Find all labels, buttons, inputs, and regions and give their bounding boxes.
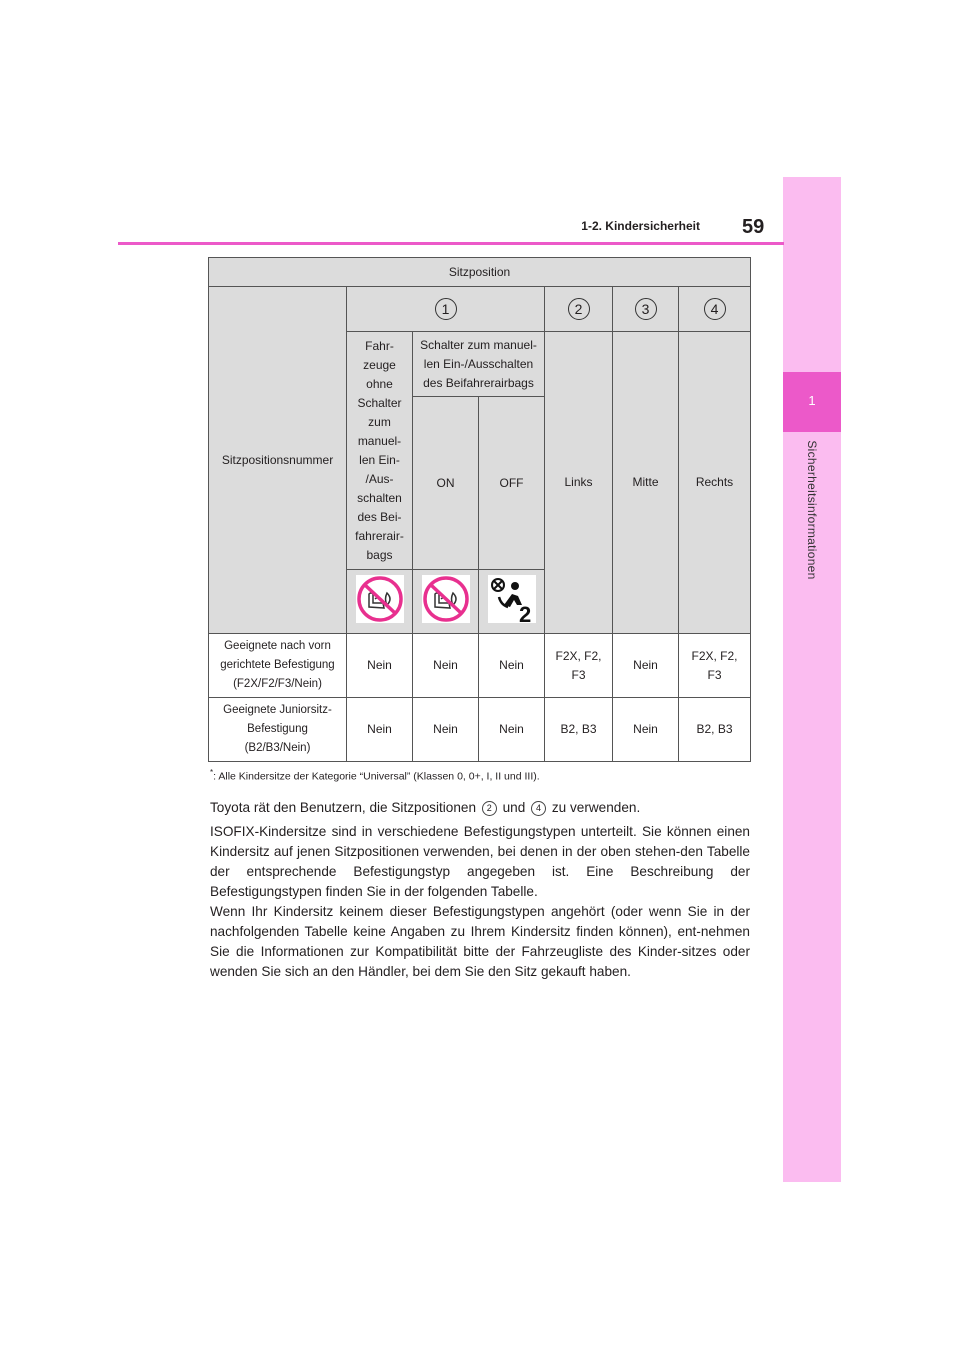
para1-middle: und: [502, 800, 526, 815]
position-1-cell: [347, 287, 545, 332]
seat-number-label: Sitzpositionsnummer: [209, 287, 347, 634]
on-header: ON: [413, 397, 479, 570]
page-number: 59: [742, 216, 765, 238]
off-header: OFF: [479, 397, 545, 570]
cell: Nein: [413, 634, 479, 698]
child-seat-compat-table: [208, 257, 751, 762]
icon-cell-2: [413, 570, 479, 634]
cell: Nein: [613, 698, 679, 762]
cell: Nein: [479, 698, 545, 762]
cell: Nein: [413, 698, 479, 762]
rechts-header: Rechts: [679, 332, 751, 634]
side-strip: [783, 177, 841, 1182]
position-2-cell: [545, 287, 613, 332]
position-4-cell: [679, 287, 751, 332]
cell: Nein: [347, 698, 413, 762]
para1-before: Toyota rät den Benutzern, die Sitzpositionen: [210, 800, 477, 815]
cell: F2X, F2, F3: [545, 634, 613, 698]
section-title: 1-2. Kindersicherheit: [581, 219, 700, 233]
position-3-cell: [613, 287, 679, 332]
icon-cell-3: [479, 570, 545, 634]
cell: F2X, F2, F3: [679, 634, 751, 698]
para1-after: zu verwenden.: [551, 800, 641, 815]
icon-cell-1: [347, 570, 413, 634]
position-number-3: 3: [635, 298, 657, 320]
footnote-text: : Alle Kindersitze der Kategorie “Universal” (Klassen 0, 0+, I, II und III).: [213, 770, 540, 783]
cell: Nein: [613, 634, 679, 698]
position-4-inline: 4: [531, 801, 546, 816]
chapter-number: 1: [808, 393, 816, 408]
no-switch-header: Fahr- zeuge ohne Schalter zum manuel- len Ein- /Aus- schalten des Bei- fahrerair- bags: [347, 332, 413, 570]
isofix-text: ISOFIX-Kindersitze sind in verschiedene Befestigungstypen unterteilt. Sie können einen Kindersitz auf jenen Sitzpositionen verwenden, bei denen in der oben stehen-den Tabelle der entsprechende Befestigungstyp angegeben ist. Eine Beschreibung der Befestigungstypen finden Sie in der folgenden Tabelle.: [210, 824, 750, 899]
compat-advice-text: Wenn Ihr Kindersitz keinem dieser Befestigungstypen angehört (oder wenn Sie in der nachfolgenden Tabelle keine Angaben zu Ihrem Kindersitz finden können), ent-nehmen Sie die Informationen zur Kompatibilität bitte der Fahrzeugliste des Kinder-sitzes oder wenden Sie sich an den Händler, bei dem Sie den Sitz gekauft haben.: [210, 904, 750, 979]
recommendation-paragraph: [210, 798, 750, 818]
no-child-seat-airbag-icon: [422, 575, 470, 623]
cell: Nein: [479, 634, 545, 698]
position-number-1: 1: [435, 298, 457, 320]
table-title: Sitzposition: [209, 258, 751, 287]
chapter-tab: [783, 372, 841, 432]
links-header: Links: [545, 332, 613, 634]
cell: Nein: [347, 634, 413, 698]
cell: B2, B3: [545, 698, 613, 762]
mitte-header: Mitte: [613, 332, 679, 634]
cell: B2, B3: [679, 698, 751, 762]
footnote: [210, 768, 540, 783]
row-label-forward: Geeignete nach vorn gerichtete Befestigung (F2X/F2/F3/Nein): [209, 634, 347, 698]
header-rule: [118, 242, 784, 245]
svg-text:2: 2: [518, 601, 531, 623]
switch-header: Schalter zum manuel- len Ein-/Ausschalten des Beifahrerairbags: [413, 332, 545, 397]
chapter-title: Sicherheitsinformationen: [805, 440, 819, 580]
footnote-marker: *: [210, 768, 214, 777]
position-number-2: 2: [568, 298, 590, 320]
row-label-junior: Geeignete Juniorsitz- Befestigung (B2/B3/Nein): [209, 698, 347, 762]
no-child-seat-airbag-icon: [356, 575, 404, 623]
position-2-inline: 2: [482, 801, 497, 816]
position-number-4: 4: [704, 298, 726, 320]
isofix-paragraph: [210, 822, 750, 982]
airbag-off-passenger-2-icon: [488, 575, 536, 623]
